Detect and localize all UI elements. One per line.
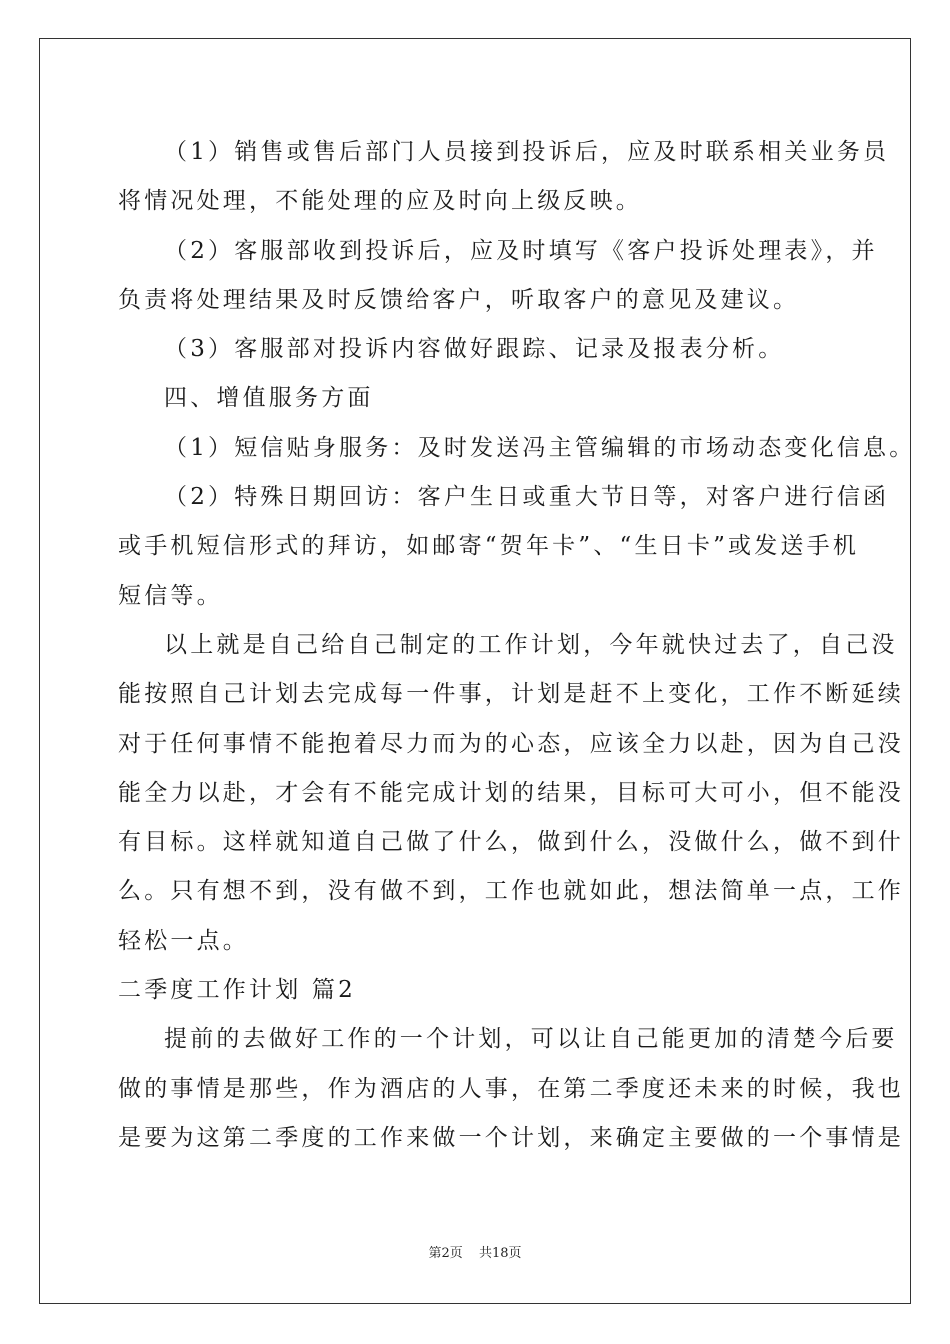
text-line: 有目标。这样就知道自己做了什么，做到什么，没做什么，做不到什 [118, 829, 904, 856]
text-line: 提前的去做好工作的一个计划，可以让自己能更加的清楚今后要 [164, 1026, 898, 1053]
document-body [118, 128, 916, 1163]
text-line: 短信等。 [118, 582, 223, 609]
page-total: 共18页 [478, 1246, 522, 1261]
section-heading: 四、增值服务方面 [164, 385, 374, 412]
text-line: （2）客服部收到投诉后，应及时填写《客户投诉处理表》，并 [164, 237, 878, 264]
section-title: 二季度工作计划 篇2 [118, 977, 356, 1004]
text-line: （2）特殊日期回访：客户生日或重大节日等，对客户进行信函 [164, 484, 890, 511]
text-line: 负责将处理结果及时反馈给客户，听取客户的意见及建议。 [118, 286, 800, 313]
text-line: （3）客服部对投诉内容做好跟踪、记录及报表分析。 [164, 336, 785, 363]
page-footer [0, 1245, 950, 1263]
text-line: 以上就是自己给自己制定的工作计划，今年就快过去了，自己没 [164, 631, 898, 658]
text-line: 或手机短信形式的拜访，如邮寄“贺年卡”、“生日卡”或发送手机 [118, 533, 860, 560]
text-line: 能全力以赴，才会有不能完成计划的结果，目标可大可小，但不能没 [118, 779, 904, 806]
text-line: 做的事情是那些，作为酒店的人事，在第二季度还未来的时候，我也 [118, 1075, 904, 1102]
text-line: 么。只有想不到，没有做不到，工作也就如此，想法简单一点，工作 [118, 878, 904, 905]
text-line: 对于任何事情不能抱着尽力而为的心态，应该全力以赴，因为自己没 [118, 730, 904, 757]
page-number: 第2页 [428, 1246, 463, 1261]
text-line: （1）短信贴身服务：及时发送冯主管编辑的市场动态变化信息。 [164, 434, 916, 461]
text-line: 将情况处理，不能处理的应及时向上级反映。 [118, 188, 642, 215]
text-line: 轻松一点。 [118, 927, 249, 954]
text-line: （1）销售或售后部门人员接到投诉后，应及时联系相关业务员 [164, 139, 890, 165]
text-line: 能按照自己计划去完成每一件事，计划是赶不上变化，工作不断延续 [118, 681, 904, 708]
text-line: 是要为这第二季度的工作来做一个计划，来确定主要做的一个事情是 [118, 1124, 904, 1151]
